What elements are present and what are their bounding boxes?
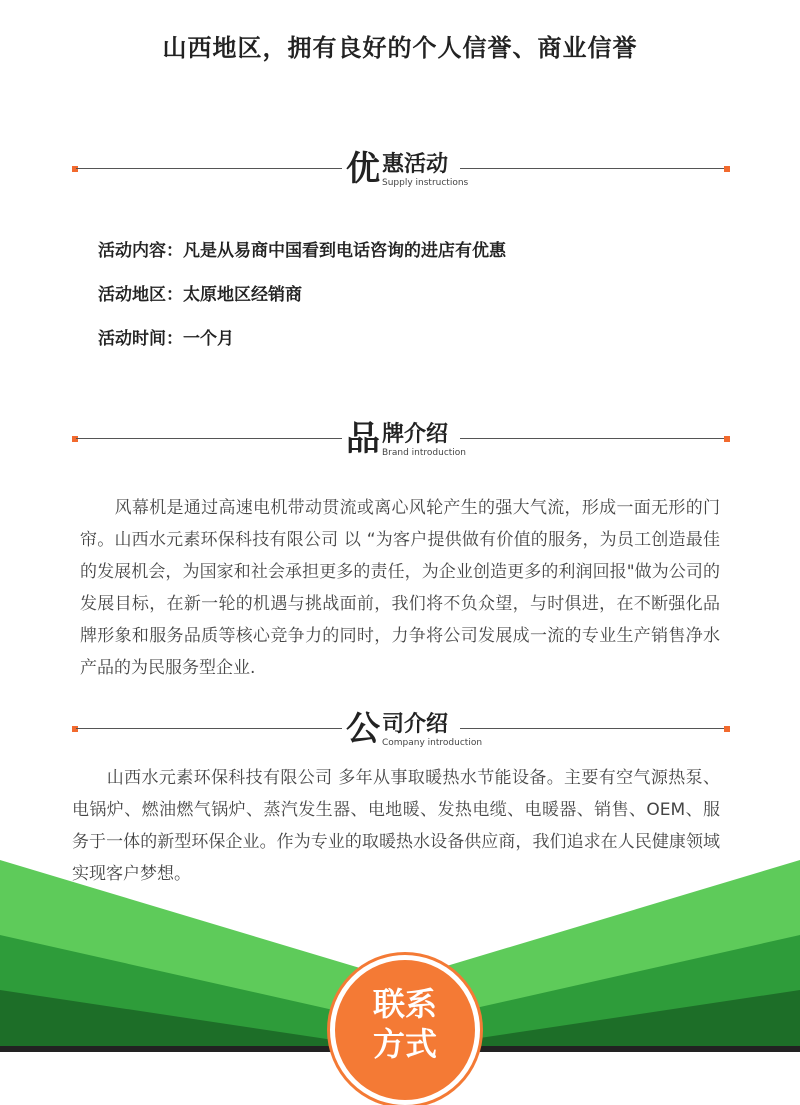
section-title-rest: 惠活动 [382,152,449,177]
contact-label-line2: 方式 [372,1025,437,1063]
divider-line-right [460,168,726,169]
divider-line-left [76,438,342,439]
section-subtitle: Company introduction [382,738,483,748]
orange-square-right [724,166,730,172]
promo-list [98,238,506,370]
section-header-promo [72,150,730,190]
section-header-brand [72,420,730,460]
brand-introduction-text: 风幕机是通过高速电机带动贯流或离心风轮产生的强大气流，形成一面无形的门帘。山西水元素环保科技有限公司 以 “为客户提供做有价值的服务，为员工创造最佳的发展机会，为国家和社会承担更多的责任，为企业创造更多的利润回报"做为公司的发展目标，在新一轮的机遇与挑战面前，我们将不负众望，与时俱进，在不断强化品牌形象和服务品质等核心竞争力的同时，力争将公司发展成一流的专业生产销售净水产品的为民服务型企业. [80,498,720,678]
section-title-brand [344,419,467,460]
section-title-rest: 司介绍 [382,712,449,737]
section-title-company [344,709,483,750]
orange-square-right [724,726,730,732]
orange-square-left [72,166,78,172]
orange-square-right [724,436,730,442]
section-title-big-char: 优 [346,149,380,189]
section-header-company [72,710,730,750]
section-title-big-char: 公 [346,709,380,749]
orange-square-left [72,726,78,732]
company-introduction-text: 山西水元素环保科技有限公司 多年从事取暖热水节能设备。主要有空气源热泵、电锅炉、燃油燃气锅炉、蒸汽发生器、电地暖、发热电缆、电暖器、销售、OEM、服务于一体的新型环保企业。作为专业的取暖热水设备供应商，我们追求在人民健康领域实现客户梦想。 [72,768,720,884]
promo-item-region: 活动地区：太原地区经销商 [98,285,302,305]
divider-line-left [76,168,342,169]
page-headline: 山西地区，拥有良好的个人信誉、商业信誉 [162,34,638,62]
section-subtitle: Supply instructions [382,178,469,188]
section-subtitle: Brand introduction [382,448,467,458]
section-title-rest: 牌介绍 [382,422,449,447]
divider-line-right [460,728,726,729]
divider-line-right [460,438,726,439]
divider-line-left [76,728,342,729]
section-title-promo [344,149,469,190]
orange-square-left [72,436,78,442]
promo-item-content: 活动内容：凡是从易商中国看到电话咨询的进店有优惠 [98,241,506,261]
contact-button[interactable] [330,955,480,1105]
section-title-big-char: 品 [346,419,380,459]
promo-item-time: 活动时间：一个月 [98,329,234,349]
contact-label-line1: 联系 [372,985,437,1023]
